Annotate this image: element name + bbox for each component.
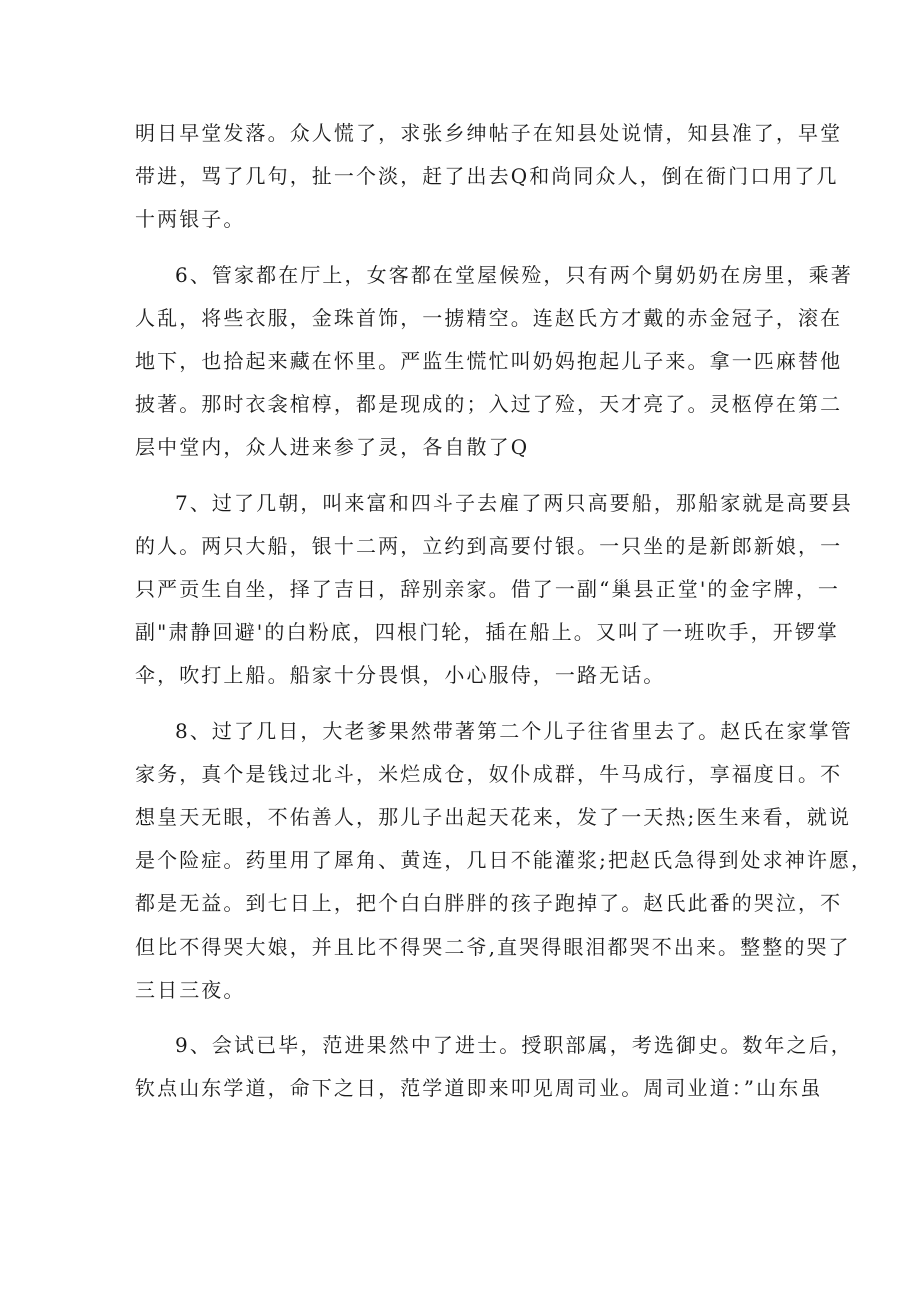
paragraph-2 [135, 254, 853, 470]
text-line: 只严贡生自坐，择了吉日，辞别亲家。借了一副“巢县正堂'的金字牌，一 [135, 577, 841, 602]
paragraph-3 [135, 482, 853, 698]
text-line: 钦点山东学道，命下之日，范学道即来叩见周司业。周司业道：”山东虽 [135, 1076, 823, 1101]
text-line: 6、管家都在厅上，女客都在堂屋候殓，只有两个舅奶奶在房里，乘著 [175, 262, 853, 287]
text-line: 三日三夜。 [135, 977, 246, 1002]
text-line: 十两银子。 [135, 207, 246, 232]
text-line: 披著。那时衣衾棺椁，都是现成的；入过了殓，天才亮了。灵柩停在第二 [135, 392, 843, 417]
text-line: 都是无益。到七日上，把个白白胖胖的孩子跑掉了。赵氏此番的哭泣，不 [135, 891, 843, 916]
text-line: 明日早堂发落。众人慌了，求张乡绅帖子在知县处说情，知县准了，早堂 [135, 121, 843, 145]
text-line: 副"肃静回避'的白粉底，四根门轮，插在船上。又叫了一班吹手，开锣掌 [135, 620, 839, 645]
text-line: 伞，吹打上船。船家十分畏惧，小心服侍，一路无话。 [135, 663, 666, 688]
text-line: 家务，真个是钱过北斗，米烂成仓，奴仆成群，牛马成行，享福度日。不 [135, 761, 843, 786]
text-line: 的人。两只大船，银十二两，立约到高要付银。一只坐的是新郎新娘，一 [135, 533, 843, 558]
text-line: 人乱，将些衣服，金珠首饰，一掳精空。连赵氏方才戴的赤金冠子，滚在 [135, 305, 843, 330]
paragraph-5 [135, 1024, 853, 1110]
text-line: 8、过了几日，大老爹果然带著第二个儿子往省里去了。赵氏在家掌管 [175, 718, 853, 743]
text-line: 层中堂内，众人进来参了灵，各自散了Q [135, 435, 530, 460]
text-line: 9、会试已毕，范进果然中了进士。授职部属，考选御史。数年之后， [175, 1033, 853, 1058]
paragraph-1 [135, 112, 843, 242]
text-line: 带进，骂了几句，扯一个淡，赶了出去Q和尚同众人，倒在衙门口用了几 [135, 164, 839, 189]
text-line: 7、过了几朝，叫来富和四斗子去雇了两只高要船，那船家就是高要县 [175, 490, 853, 515]
paragraph-4 [135, 710, 874, 1012]
text-line: 但比不得哭大娘，并且比不得哭二爷,直哭得眼泪都哭不出来。整整的哭了 [135, 934, 851, 959]
body-text [135, 112, 874, 1110]
text-line: 是个险症。药里用了犀角、黄连，几日不能灌浆;把赵氏急得到处求神许愿， [135, 848, 874, 873]
text-line: 地下，也拾起来藏在怀里。严监生慌忙叫奶妈抱起儿子来。拿一匹麻替他 [135, 349, 843, 374]
text-line: 想皇天无眼，不佑善人，那儿子出起天花来，发了一天热;医生来看，就说 [135, 805, 852, 830]
